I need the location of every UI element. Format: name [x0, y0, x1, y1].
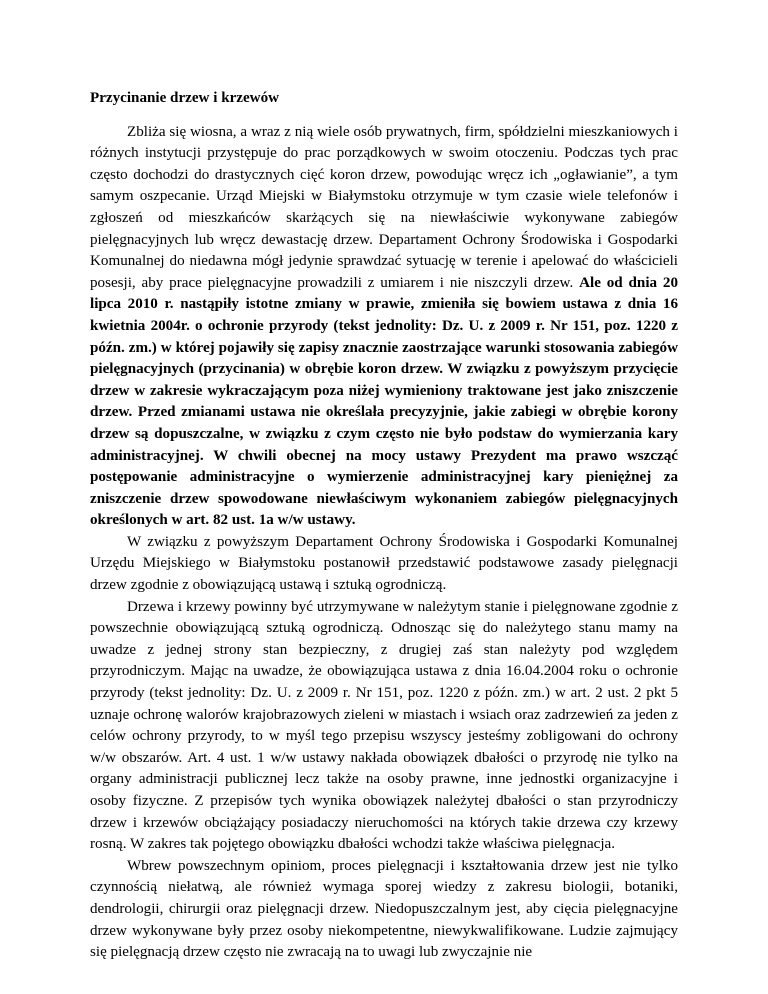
- document-page: [90, 88, 678, 964]
- paragraph-1: [90, 122, 678, 532]
- paragraph-3: Drzewa i krzewy powinny być utrzymywane w należytym stanie i pielęgnowane zgodnie z powszechnie obowiązującą sztuką ogrodniczą. Odnosząc się do należytego stanu mamy na uwadze z jednej strony stan bezpieczny, z drugiej zaś stan należyty pod względem przyrodniczym. Mając na uwadze, że obowiązująca ustawa z dnia 16.04.2004 roku o ochronie przyrody (tekst jednolity: Dz. U. z 2009 r. Nr 151, poz. 1220 z późn. zm.) w art. 2 ust. 2 pkt 5 uznaje ochronę walorów krajobrazowych zieleni w miastach i wsiach oraz zadrzewień za jeden z celów ochrony przyrody, to w myśl tego przepisu wszyscy jesteśmy zobligowani do ochrony w/w obszarów. Art. 4 ust. 1 w/w ustawy nakłada obowiązek dbałości o przyrodę nie tylko na organy administracji publicznej lecz także na osoby prawne, inne jednostki organizacyjne i osoby fizyczne. Z przepisów tych wynika obowiązek należytej dbałości o stan przyrodniczy drzew i krzewów obciążający posiadaczy nieruchomości na których takie drzewa czy krzewy rosną. W zakres tak pojętego obowiązku dbałości wchodzi także właściwa pielęgnacja.: [90, 598, 678, 853]
- paragraph-1-text: Zbliża się wiosna, a wraz z nią wiele osób prywatnych, firm, spółdzielni mieszkaniowych i różnych instytucji przystępuje do prac porządkowych w swoim otoczeniu. Podczas tych prac często dochodzi do drastycznych cięć koron drzew, powodując wręcz ich „ogławianie”, a tym samym oszpecanie. Urząd Miejski w Białymstoku otrzymuje w tym czasie wiele telefonów i zgłoszeń od mieszkańców skarżących się na niewłaściwie wykonywane zabiegów pielęgnacyjnych lub wręcz dewastację drzew. Departament Ochrony Środowiska i Gospodarki Komunalnej do niedawna mógł jedynie sprawdzać sytuację w terenie i apelować do właścicieli posesji, aby prace pielęgnacyjne prowadzili z umiarem i nie niszczyli drzew.: [90, 123, 678, 291]
- paragraph-2: W związku z powyższym Departament Ochrony Środowiska i Gospodarki Komunalnej Urzędu Miejskiego w Białymstoku postanowił przedstawić podstawowe zasady pielęgnacji drzew zgodnie z obowiązującą ustawą i sztuką ogrodniczą.: [90, 533, 678, 594]
- paragraph-4: Wbrew powszechnym opiniom, proces pielęgnacji i kształtowania drzew jest nie tylko czynnością niełatwą, ale również wymaga sporej wiedzy z zakresu biologii, botaniki, dendrologii, chirurgii oraz pielęgnacji drzew. Niedopuszczalnym jest, aby cięcia pielęgnacyjne drzew wykonywane były przez osoby niekompetentne, niewykwalifikowane. Ludzie zajmujący się pielęgnacją drzew często nie zwracają na to uwagi lub zwyczajnie nie: [90, 857, 678, 961]
- paragraph-1-bold-text: Ale od dnia 20 lipca 2010 r. nastąpiły istotne zmiany w prawie, zmieniła się bowiem ustawa z dnia 16 kwietnia 2004r. o ochronie przyrody (tekst jednolity: Dz. U. z 2009 r. Nr 151, poz. 1220 z późn. zm.) w której pojawiły się zapisy znacznie zaostrzające warunki stosowania zabiegów pielęgnacyjnych (przycinania) w obrębie koron drzew. W związku z powyższym przycięcie drzew w zakresie wykraczającym poza niżej wymieniony traktowane jest jako zniszczenie drzew. Przed zmianami ustawa nie określała precyzyjnie, jakie zabiegi w obrębie korony drzew są dopuszczalne, w związku z czym często nie było podstaw do wymierzania kary administracyjnej. W chwili obecnej na mocy ustawy Prezydent ma prawo wszcząć postępowanie administracyjne o wymierzenie administracyjnej kary pieniężnej za zniszczenie drzew spowodowane niewłaściwym wykonaniem zabiegów pielęgnacyjnych określonych w art. 82 ust. 1a w/w ustawy.: [90, 274, 678, 529]
- document-title: Przycinanie drzew i krzewów: [90, 90, 280, 106]
